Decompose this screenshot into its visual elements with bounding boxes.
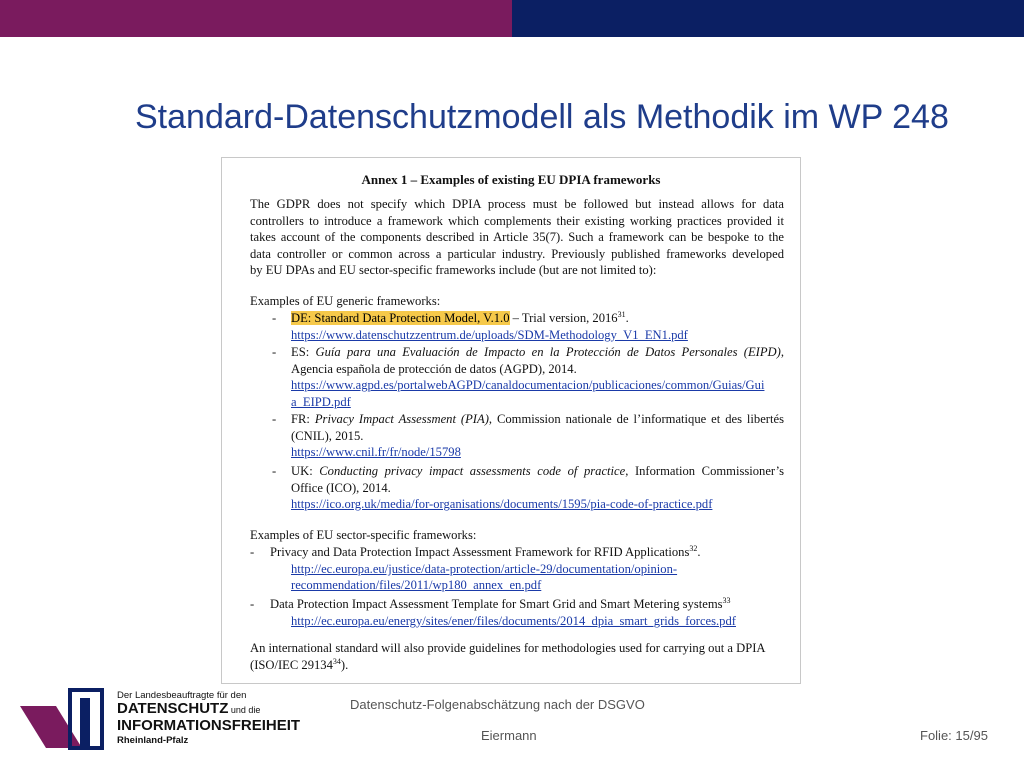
list-dash: - [272, 311, 277, 325]
list-dash: - [250, 545, 255, 559]
intro-paragraph [250, 196, 784, 279]
footnote-ref: 32 [689, 543, 698, 553]
logo-line-1: Der Landesbeauftragte für den [117, 690, 247, 701]
top-bar-navy [512, 0, 1024, 37]
generic-frameworks-heading: Examples of EU generic frameworks: [250, 294, 441, 308]
logo-line-2-small: und die [228, 705, 261, 715]
link-wp180[interactable]: http://ec.europa.eu/justice/data-protection/article-29/documentation/opinion- [291, 561, 678, 576]
footnote-ref: 33 [722, 595, 731, 605]
annex-heading: Annex 1 – Examples of existing EU DPIA frameworks [361, 172, 661, 187]
intro-line: controllers to introduce a framework which complements their existing working practices provided it [250, 213, 784, 228]
top-color-bar [0, 0, 1024, 37]
highlighted-text: DE: Standard Data Protection Model, V.1.0 [291, 311, 510, 325]
document-excerpt: Annex 1 – Examples of existing EU DPIA frameworks The GDPR does not specify which DPIA process must be followed but instead allows for data controllers to introduce a framework which complements their existing working practices provided it takes account of the components described in Article 35(7). Such a framework can be bespoke to the data controller or common across a particular industry. Previously published frameworks developed by EU DPAs and EU sector-specific frameworks include (but are not limited to): Examples of EU generic frameworks: - DE: Standard Data Protection Model, V.1.0 – Trial version, 2016$^{31}$. https://www.datenschutzzentrum.de/uploads/SDM-Methodology_V1_EN1.pdf - ES: Guía para una Evaluación de Impacto en la Protección de Datos Personales (EIPD), Agencia española de protección de datos (AGPD), 2014. https://www.agpd.es/portalwebAGPD/canaldocumentacion/publicaciones/common/Guias/Gui a_EIPD.pdf - FR: Privacy Impact Assessment (PIA), Commission nationale de l’informatique et des libertés (CNIL), 2015. https://www.cnil.fr/fr/node/15798 - UK: Conducting privacy impact assessments code of practice, Information Commissioner’s Office (ICO), 2014. https://ico.org.uk/media/for-organisations/documents/1595/pia-code-of-practice.pdf Examples of EU sector-specific frameworks: - Privacy and Data Protection Impact Assessment Framework for RFID Applications$^{32}$. http://ec.europa.eu/justice/data-protection/article-29/documentation/opinion- recommendation/files/2011/wp180_annex_en.pdf - Data Protection Impact Assessment Template for Smart Grid and Smart Metering systems$^{33}$ http://ec.europa.eu/energy/sites/ener/files/documents/2014_dpia_smart_grids_forces.pdf An international standard will also provide guidelines for methodologies used for carrying out a DPIA (ISO/IEC 29134$^{34}$). [221, 157, 801, 684]
ldi-logo [20, 688, 320, 752]
intro-line: The GDPR does not specify which DPIA process must be followed but instead allows for data [250, 197, 784, 211]
link-sdm-methodology[interactable]: https://www.datenschutzzentrum.de/uploads/SDM-Methodology_V1_EN1.pdf [291, 327, 688, 342]
closing-paragraph: An international standard will also provide guidelines for methodologies used for carrying out a DPIA (ISO/IEC 29134$^{34}$). [250, 641, 766, 672]
logo-line-3: INFORMATIONSFREIHEIT [117, 717, 301, 734]
footnote-ref: 34 [332, 656, 341, 666]
list-dash: - [272, 412, 277, 426]
link-cnil[interactable]: https://www.cnil.fr/fr/node/15798 [291, 445, 461, 460]
intro-line: data controller or common across a particular industry. Previously published frameworks developed [250, 246, 784, 261]
top-bar-magenta [0, 0, 512, 37]
link-wp180-cont[interactable]: recommendation/files/2011/wp180_annex_en.pdf [291, 578, 542, 593]
logo-line-2: DATENSCHUTZ [117, 700, 229, 717]
footnote-ref: 31 [617, 309, 626, 319]
slide-number: Folie: 15/95 [920, 728, 988, 743]
link-ico[interactable]: https://ico.org.uk/media/for-organisations/documents/1595/pia-code-of-practice.pdf [291, 497, 713, 512]
intro-line: takes account of the components described in Article 35(7). Such a framework can be bespoke to the [250, 230, 784, 245]
link-smart-grid-dpia[interactable]: http://ec.europa.eu/energy/sites/ener/files/documents/2014_dpia_smart_grids_forces.pdf [291, 613, 736, 628]
list-dash: - [250, 597, 255, 611]
list-dash: - [272, 464, 277, 478]
intro-line: by EU DPAs and EU sector-specific frameworks include (but are not limited to): [250, 263, 657, 278]
footer-author: Eiermann [481, 728, 537, 743]
footer-topic: Datenschutz-Folgenabschätzung nach der DSGVO [350, 697, 645, 712]
list-dash: - [272, 345, 277, 359]
slide-title: Standard-Datenschutzmodell als Methodik im WP 248 [135, 98, 949, 136]
logo-emblem-icon [20, 688, 112, 750]
logo-line-4: Rheinland-Pfalz [117, 735, 189, 746]
link-agpd-guide[interactable]: https://www.agpd.es/portalwebAGPD/canaldocumentacion/publicaciones/common/Guias/Gui [291, 378, 765, 393]
sector-frameworks-heading: Examples of EU sector-specific frameworks: [250, 528, 477, 542]
link-agpd-guide-cont[interactable]: a_EIPD.pdf [291, 394, 351, 409]
